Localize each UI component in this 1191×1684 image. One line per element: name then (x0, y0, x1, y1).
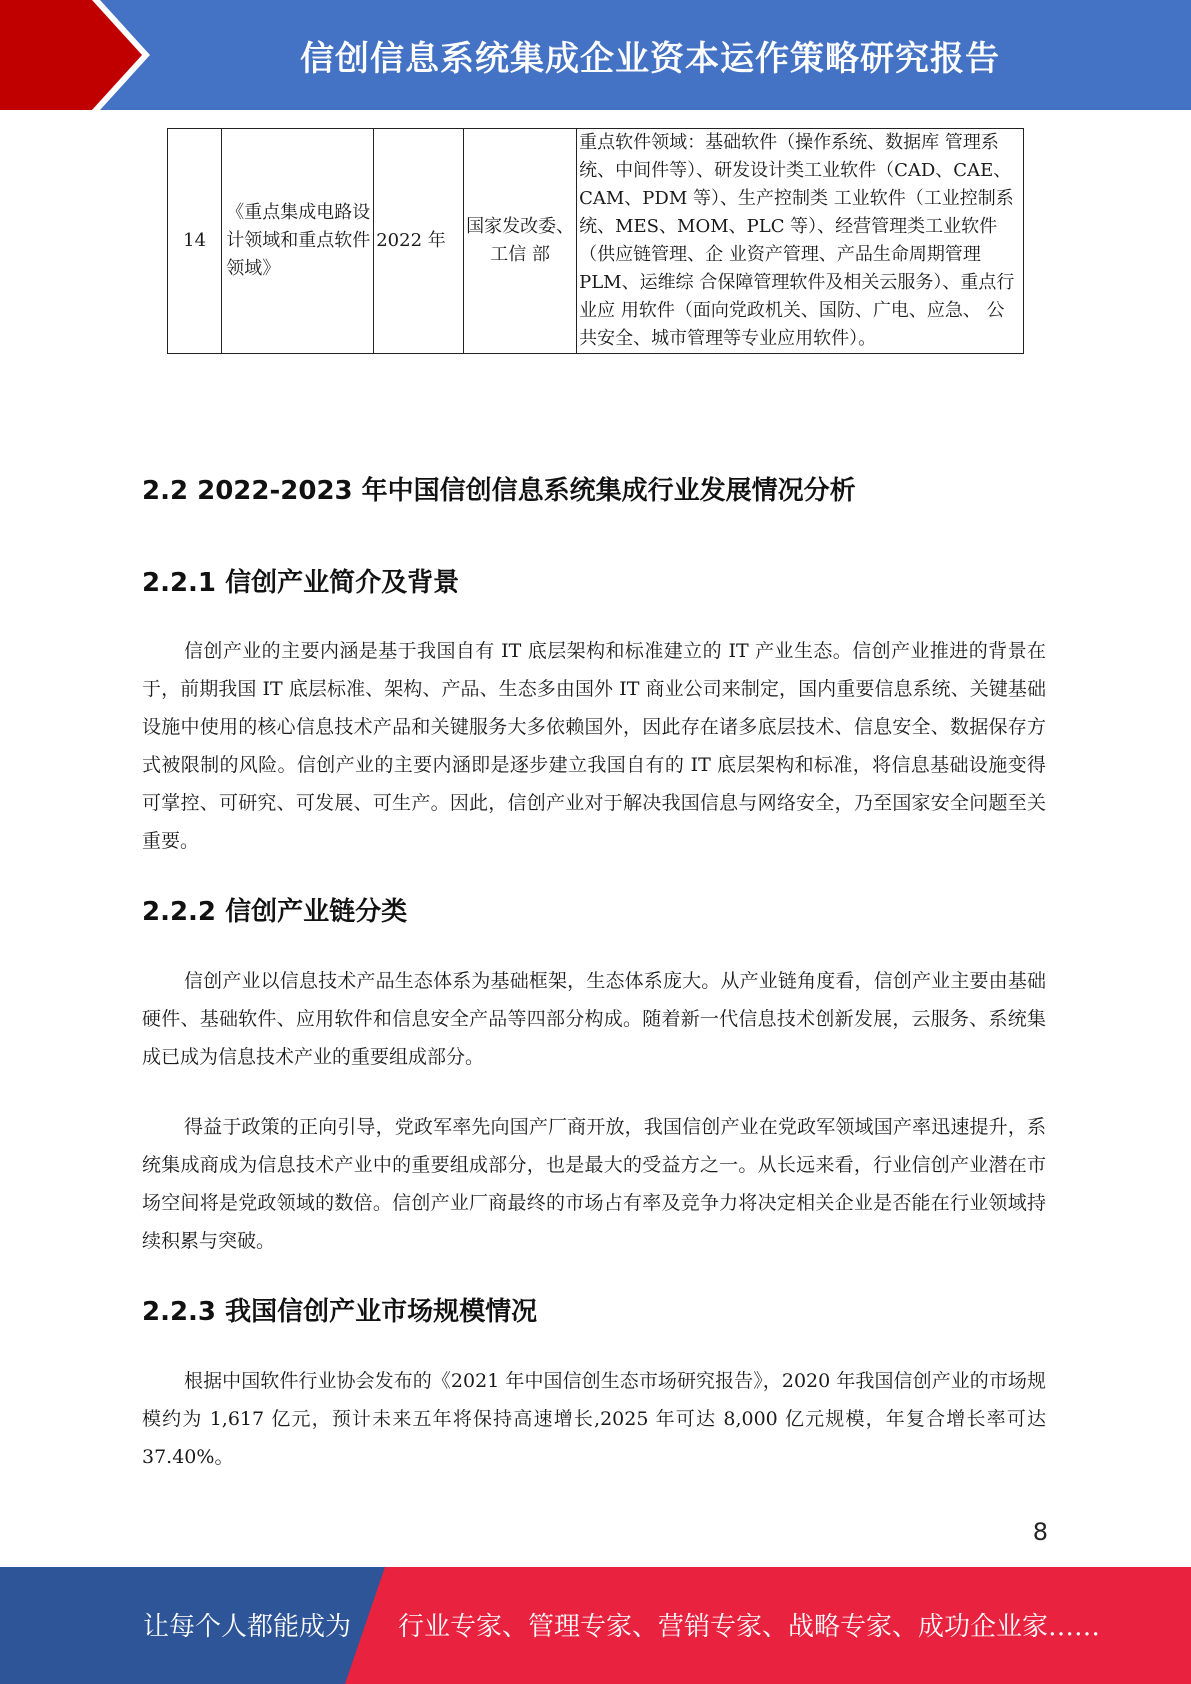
section-heading-2-2-1: 2.2.1 信创产业简介及背景 (142, 568, 460, 598)
row-number: 14 (168, 129, 222, 354)
report-title: 信创信息系统集成企业资本运作策略研究报告 (300, 38, 1000, 79)
issuing-org: 国家发改委、工信 部 (464, 129, 577, 354)
policy-name: 《重点集成电路设计领域和重点软件领域》 (222, 129, 374, 354)
paragraph-2-2-3: 根据中国软件行业协会发布的《2021 年中国信创生态市场研究报告》，2020 年我国信创产业的市场规模约为 1,617 亿元，预计未来五年将保持高速增长,2025 年可达 8,000 亿元规模，年复合增长率可达 37.40%。 (142, 1370, 1046, 1468)
table-row (168, 129, 1024, 354)
header-banner (0, 0, 1191, 110)
policy-table (167, 128, 1024, 354)
page-number: 8 (1032, 1518, 1048, 1546)
paragraph-2-2-2-b: 得益于政策的正向引导，党政军率先向国产厂商开放，我国信创产业在党政军领域国产率迅速提升，系统集成商成为信息技术产业中的重要组成部分，也是最大的受益方之一。从长远来看，行业信创产业潜在市场空间将是党政领域的数倍。信创产业厂商最终的市场占有率及竞争力将决定相关企业是否能在行业领域持续积累与突破。 (142, 1116, 1046, 1252)
paragraph-2-2-2-a: 信创产业以信息技术产品生态体系为基础框架，生态体系庞大。从产业链角度看，信创产业主要由基础硬件、基础软件、应用软件和信息安全产品等四部分构成。随着新一代信息技术创新发展，云服务、系统集成已成为信息技术产业的重要组成部分。 (142, 970, 1046, 1068)
section-heading-2-2-2: 2.2.2 信创产业链分类 (142, 897, 408, 927)
policy-content: 重点软件领域：基础软件（操作系统、数据库 管理系统、中间件等）、研发设计类工业软件（CAD、CAE、CAM、PDM 等）、生产控制类 工业软件（工业控制系统、MES、MOM、PLC 等）、经营管理类工业软件（供应链管理、企 业资产管理、产品生命周期管理 PLM、运维综 合保障管理软件及相关云服务）、重点行业应 用软件（面向党政机关、国防、广电、应急、 公共安全、城市管理等专业应用软件）。 (577, 129, 1024, 354)
section-heading-2-2-3: 2.2.3 我国信创产业市场规模情况 (142, 1297, 538, 1327)
paragraph-2-2-1: 信创产业的主要内涵是基于我国自有 IT 底层架构和标准建立的 IT 产业生态。信创产业推进的背景在于，前期我国 IT 底层标准、架构、产品、生态多由国外 IT 商业公司来制定，国内重要信息系统、关键基础设施中使用的核心信息技术产品和关键服务大多依赖国外，因此存在诸多底层技术、信息安全、数据保存方式被限制的风险。信创产业的主要内涵即是逐步建立我国自有的 IT 底层架构和标准，将信息基础设施变得可掌控、可研究、可发展、可生产。因此，信创产业对于解决我国信息与网络安全，乃至国家安全问题至关重要。 (142, 640, 1046, 852)
footer-slogan-left: 让每个人都能成为 (143, 1612, 352, 1642)
policy-year: 2022 年 (374, 129, 464, 354)
footer-slogan-right: 行业专家、管理专家、营销专家、战略专家、成功企业家…… (398, 1612, 1101, 1642)
section-heading-2-2: 2.2 2022-2023 年中国信创信息系统集成行业发展情况分析 (142, 476, 856, 506)
